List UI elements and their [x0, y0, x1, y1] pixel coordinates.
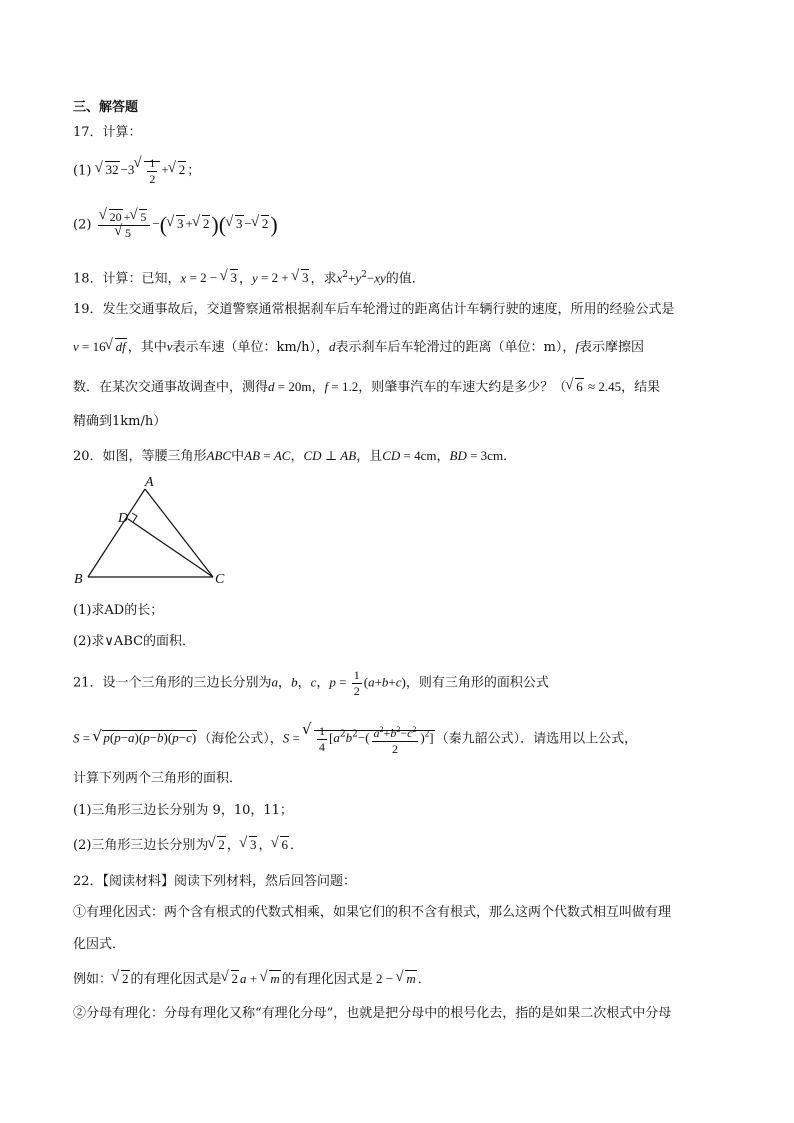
- q18-text: 18．计算：已知，x = 2 − √ 3 ，y = 2 + √ 3 ，求$x^2+y^2-xy$的值．: [73, 266, 425, 288]
- right-angle-mark: [132, 513, 137, 522]
- q22-line1: 22．【阅读材料】阅读下列材料，然后回答问题：: [73, 874, 357, 889]
- q20-text: 20．如图，等腰三角形ABC中AB = AC，CD ⊥ AB，且CD = 4cm，BD = 3cm．: [73, 448, 517, 464]
- q21-part1: (1)三角形三边长分别为 9，10，11；: [73, 803, 293, 818]
- q19-line1: 19．发生交通事故后，交道警察通常根据刹车后车轮滑过的距离估计车辆行驶的速度，所用的经验公式是: [73, 302, 675, 317]
- q21-line3: 计算下列两个三角形的面积．: [73, 771, 243, 786]
- q22-line4: 例如：√ 2 的有理化因式是√ 2 a + √ m 的有理化因式是 2 − √ m ．: [73, 970, 431, 989]
- q19-line3: 数．在某次交通事故调查中，测得d = 20m，f = 1.2，则肇事汽车的车速大约是多少？（√ 6 ≈ 2.45，结果: [73, 378, 660, 397]
- side-ac: [145, 489, 213, 577]
- q22-line2: ①有理化因式：两个含有根式的代数式相乘，如果它们的积不含有根式，那么这两个代数式相互叫做有理: [73, 905, 672, 920]
- triangle-figure: [70, 475, 240, 590]
- label-b: B: [74, 572, 83, 587]
- q20-part2: (2)求∨ABC的面积．: [73, 634, 196, 649]
- q17-part1: (1) √ 32 −3 √ $\frac{1}{2}$ +√ 2 ；: [73, 156, 200, 187]
- q20-part1: (1)求AD的长；: [73, 603, 164, 618]
- q17-part2: (2) √ 20 +√ 5 √ 5 −(√ 3 +√ 2)(√ 3 −√ 2): [73, 210, 278, 241]
- q21-formulas: S = √ p(p−a)(p−b)(p−c) （海伦公式），S = √ $\frac{1}{4}$ [$a^2b^2-$( $\frac{a^2+b^2-c^2}{2}$ )$^2$] （秦九韶公式）．请选用以上公式，: [73, 722, 637, 757]
- label-d: D: [118, 511, 129, 526]
- q19-line4: 精确到1km/h）: [73, 414, 167, 429]
- label-c: C: [215, 572, 225, 587]
- q17-stem: 17．计算：: [73, 125, 142, 140]
- q21-line1: 21．设一个三角形的三边长分别为a，b，c，p = $\frac{1}{2}$ (a+b+c)，则有三角形的面积公式: [73, 668, 549, 698]
- q19-line2: v = 16√ df ，其中v表示车速（单位：km/h），d表示刹车后车轮滑过的距离（单位：m），f表示摩擦因: [73, 338, 644, 357]
- q21-part2: (2)三角形三边长分别为√ 2 ，√ 3 ，√ 6 ．: [73, 836, 303, 855]
- section-title: 三、解答题: [73, 100, 139, 115]
- side-ab: [88, 489, 145, 577]
- q22-line3: 化因式．: [73, 937, 126, 952]
- segment-cd: [128, 519, 213, 577]
- q22-line5: ②分母有理化：分母有理化又称“有理化分母”，也就是把分母中的根号化去，指的是如果二次根式中分母: [73, 1006, 672, 1021]
- label-a: A: [145, 475, 154, 490]
